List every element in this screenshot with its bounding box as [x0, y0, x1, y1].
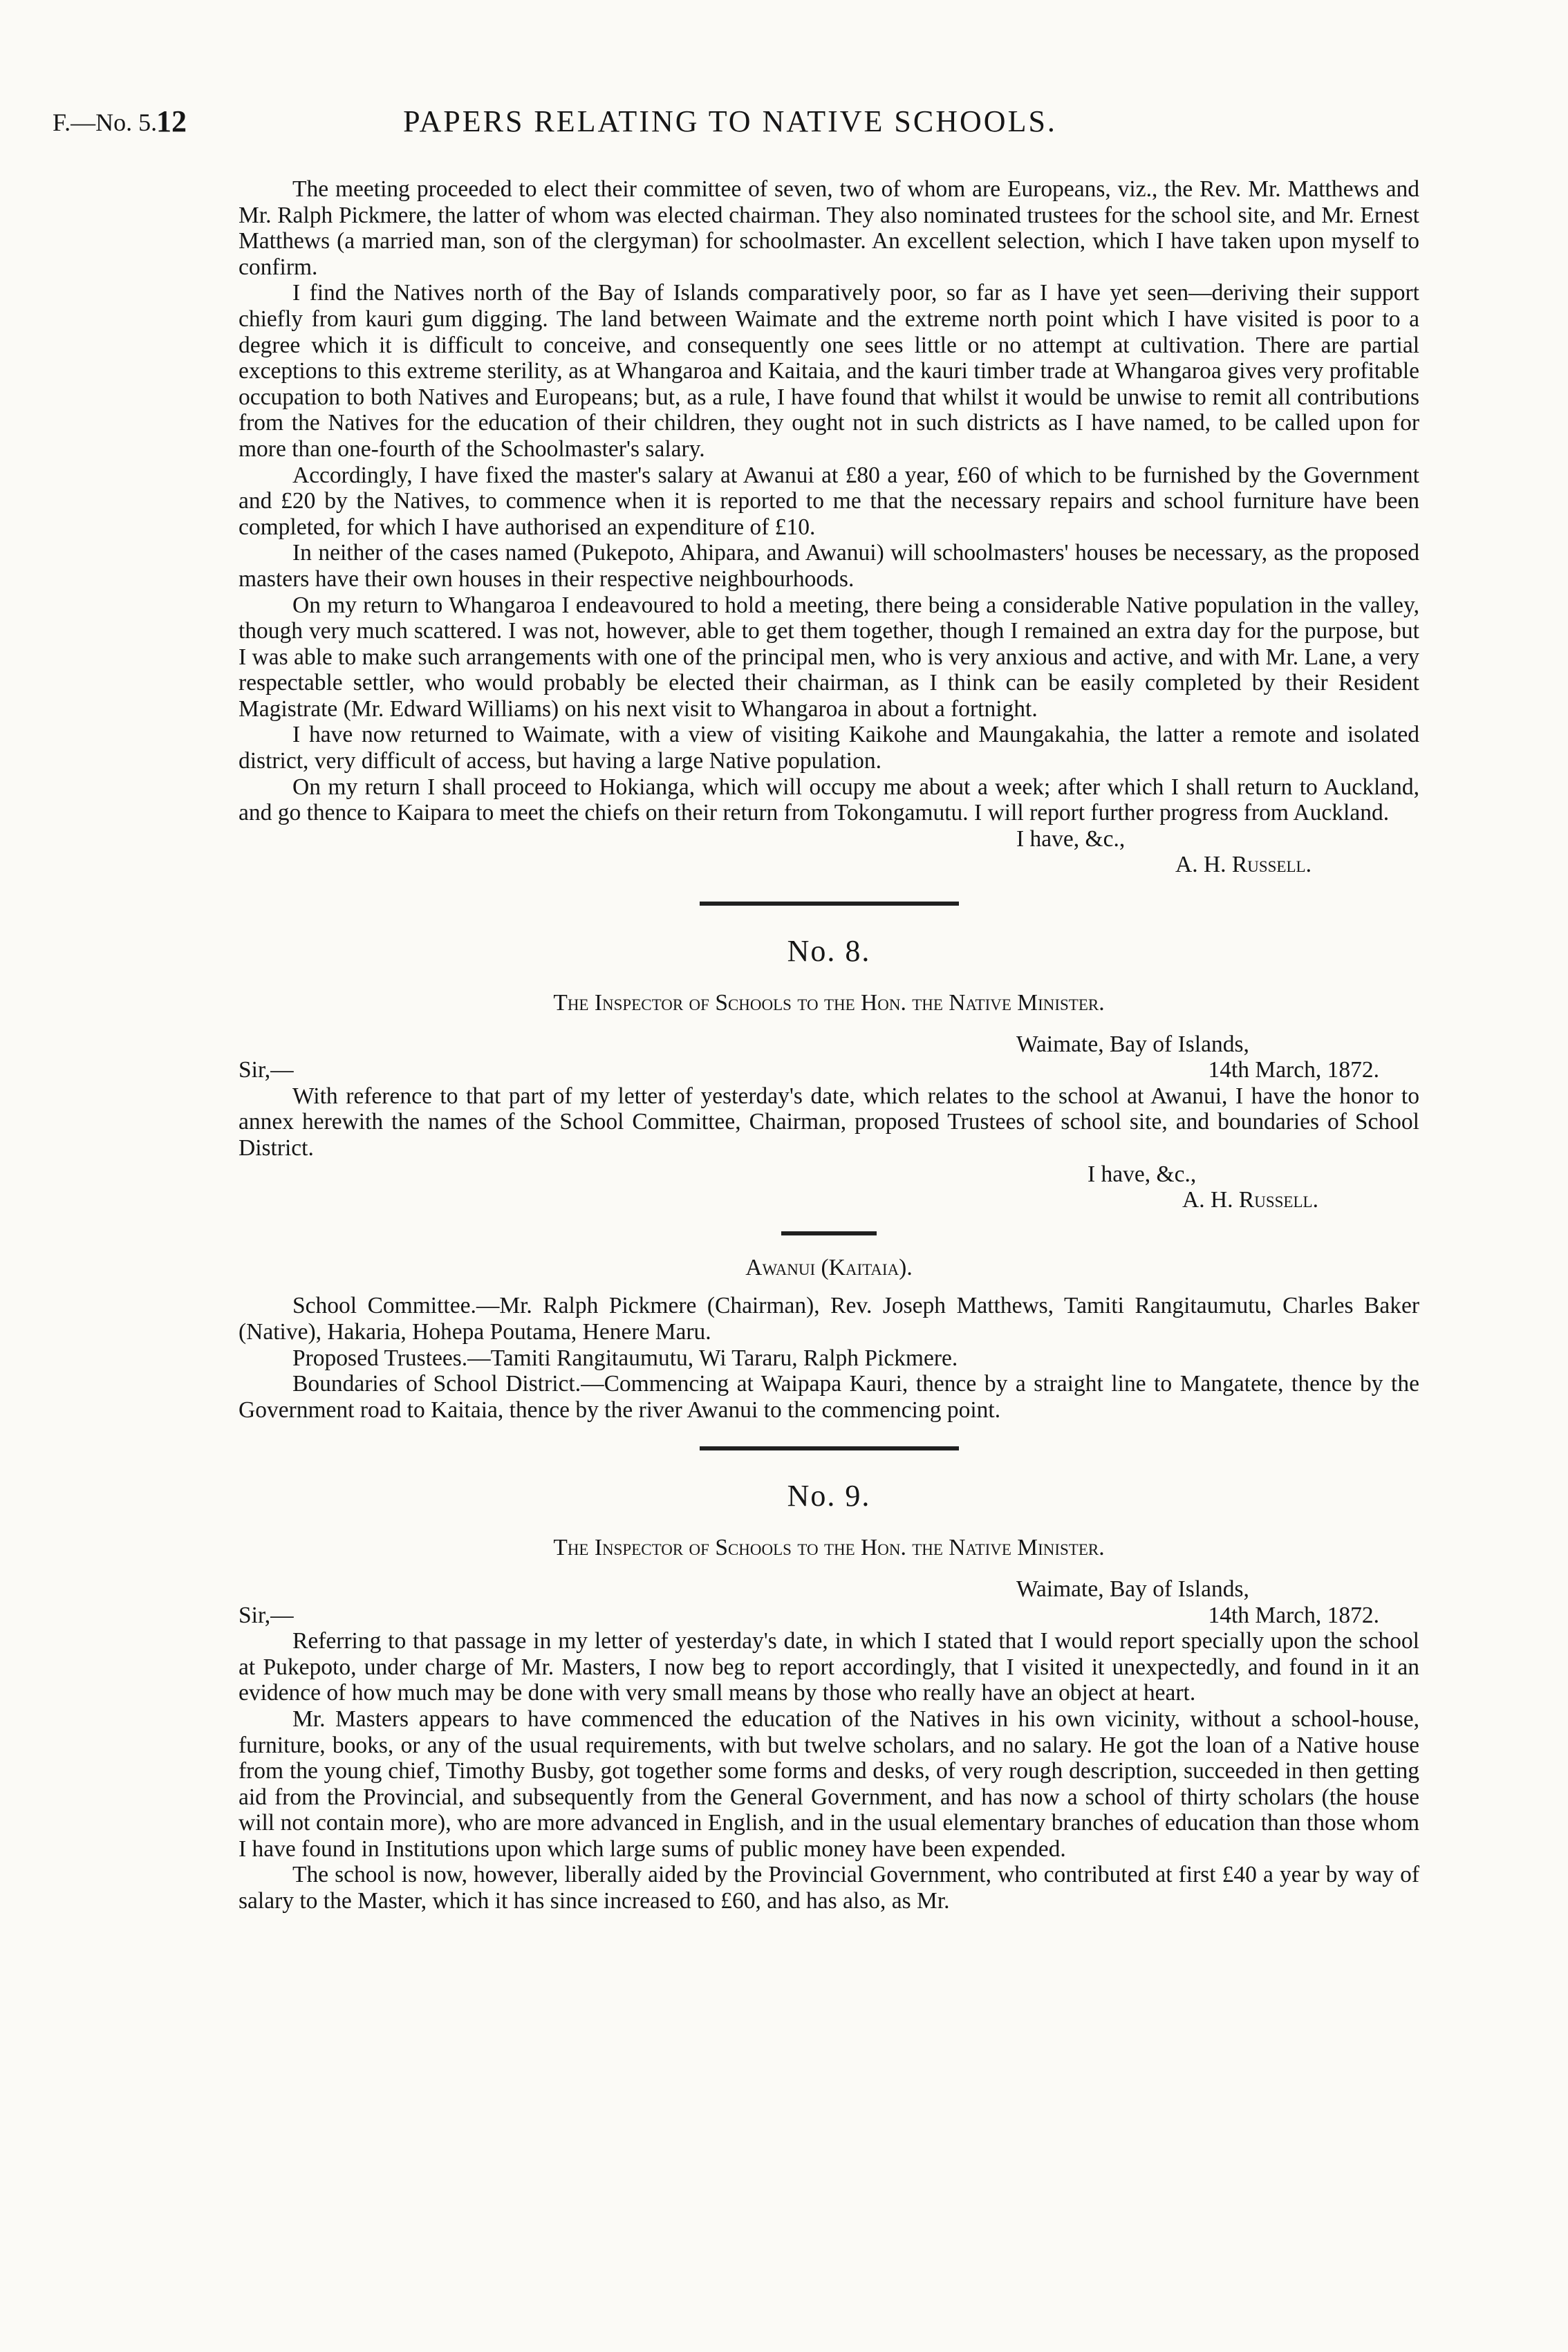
closing: I have, &c.,	[1088, 1161, 1197, 1187]
paragraph: I have now returned to Waimate, with a view of visiting Kaikohe and Maungakahia, the latter a remote and isolated district, very difficult of access, but having a large Native population.	[239, 722, 1419, 774]
section-divider	[700, 1446, 959, 1450]
letter-8	[239, 931, 1419, 1213]
letter-number: No. 8.	[787, 934, 871, 969]
paragraph: School Committee.—Mr. Ralph Pickmere (Chairman), Rev. Joseph Matthews, Tamiti Rangitaumutu, Charles Baker (Native), Hakaria, Hohepa Poutama, Henere Maru.	[239, 1293, 1419, 1345]
section-divider	[781, 1231, 877, 1235]
enclosure	[239, 1255, 1419, 1424]
paragraph: Proposed Trustees.—Tamiti Rangitaumutu, Wi Tararu, Ralph Pickmere.	[292, 1345, 958, 1371]
document-reference: F.—No. 5.	[53, 109, 158, 136]
letter-date: 14th March, 1872.	[1208, 1602, 1379, 1628]
paragraph: The school is now, however, liberally aided by the Provincial Government, who contributed at first £40 a year by way of salary to the Master, which it has since increased to £60, and has also, as Mr.	[239, 1862, 1419, 1914]
letter-caption: The Inspector of Schools to the Hon. the Native Minister.	[553, 1535, 1105, 1561]
paragraph: On my return I shall proceed to Hokianga, which will occupy me about a week; after which I shall return to Auckland, and go thence to Kaipara to meet the chiefs on their return from Tokongamutu. I will report further progress from Auckland.	[239, 774, 1419, 826]
salutation: Sir,—	[239, 1602, 294, 1628]
paragraph: On my return to Whangaroa I endeavoured to hold a meeting, there being a considerable Native population in the valley, though very much scattered. I was not, however, able to get them together, though I remained an extra day for the purpose, but I was able to make such arrangements with one of the principal men, who is very anxious and active, and with Mr. Lane, a very respectable settler, who would probably be elected their chairman, as I think can be easily completed by their Resident Magistrate (Mr. Edward Williams) on his next visit to Whangaroa in about a fortnight.	[239, 592, 1419, 722]
section-divider	[700, 902, 959, 906]
paragraph: In neither of the cases named (Pukepoto, Ahipara, and Awanui) will schoolmasters' houses be necessary, as the proposed masters have their own houses in their respective neighbourhoods.	[239, 540, 1419, 592]
salutation: Sir,—	[239, 1057, 294, 1083]
paragraph: The meeting proceeded to elect their committee of seven, two of whom are Europeans, viz., the Rev. Mr. Matthews and Mr. Ralph Pickmere, the latter of whom was elected chairman. They also nominated trustees for the school site, and Mr. Ernest Matthews (a married man, son of the clergyman) for schoolmaster. An excellent selection, which I have taken upon myself to confirm.	[239, 176, 1419, 280]
paragraph: I find the Natives north of the Bay of Islands comparatively poor, so far as I have yet seen—deriving their support chiefly from kauri gum digging. The land between Waimate and the extreme north point which I have visited is poor to a degree which it is difficult to conceive, and consequently one sees little or no attempt at cultivation. There are partial exceptions to this extreme sterility, as at Whangaroa and Kaitaia, and the kauri timber trade at Whangaroa gives very profitable occupation to both Natives and Europeans; but, as a rule, I have found that whilst it would be unwise to remit all contributions from the Natives for the education of their children, they ought not in such districts as I have named, to be called upon for more than one-fourth of the Schoolmaster's salary.	[239, 280, 1419, 462]
letter-address: Waimate, Bay of Islands,	[1016, 1576, 1249, 1602]
paragraph: Referring to that passage in my letter of yesterday's date, in which I stated that I would report specially upon the school at Pukepoto, under charge of Mr. Masters, I now beg to report accordingly, that I visited it unexpectedly, and found in it an evidence of how much may be done with very small means by those who really have an object at heart.	[239, 1628, 1419, 1706]
letter-7-continuation	[239, 176, 1419, 878]
letter-date: 14th March, 1872.	[1208, 1057, 1379, 1083]
paragraph: With reference to that part of my letter of yesterday's date, which relates to the school at Awanui, I have the honor to annex herewith the names of the School Committee, Chairman, proposed Trustees of school site, and boundaries of School District.	[239, 1083, 1419, 1161]
signature: A. H. Russell.	[1182, 1187, 1318, 1213]
closing: I have, &c.,	[1016, 825, 1126, 852]
salutation-line	[239, 1603, 1419, 1629]
letter-9	[239, 1475, 1419, 1914]
paragraph: Accordingly, I have fixed the master's salary at Awanui at £80 a year, £60 of which to be furnished by the Government and £20 by the Natives, to commence when it is reported to me that the necessary repairs and school furniture have been completed, for which I have authorised an expenditure of £10.	[239, 462, 1419, 540]
salutation-line	[239, 1057, 1419, 1083]
page-header	[53, 104, 1408, 152]
page-content	[239, 176, 1419, 1914]
paragraph: Boundaries of School District.—Commencing at Waipapa Kauri, thence by a straight line to Mangatete, thence by the Government road to Kaitaia, thence by the river Awanui to the commencing point.	[239, 1371, 1419, 1423]
enclosure-heading: Awanui (Kaitaia).	[745, 1254, 913, 1280]
page-number: 12	[156, 104, 187, 138]
signature: A. H. Russell.	[1175, 852, 1312, 878]
letter-address: Waimate, Bay of Islands,	[1016, 1031, 1249, 1057]
letter-number: No. 9.	[787, 1479, 871, 1513]
letter-caption: The Inspector of Schools to the Hon. the Native Minister.	[553, 990, 1105, 1016]
paragraph: Mr. Masters appears to have commenced the education of the Natives in his own vicinity, without a school-house, furniture, books, or any of the usual requirements, with but twelve scholars, and no salary. He got the loan of a Native house from the young chief, Timothy Busby, got together some forms and desks, of very rough description, succeeded in then getting aid from the Provincial, and subsequently from the General Government, and has now a school of thirty scholars (the house will not contain more), who are more advanced in English, and in the usual elementary branches of education than those whom I have found in Institutions upon which large sums of public money have been expended.	[239, 1706, 1419, 1862]
running-title: PAPERS RELATING TO NATIVE SCHOOLS.	[403, 104, 1057, 138]
